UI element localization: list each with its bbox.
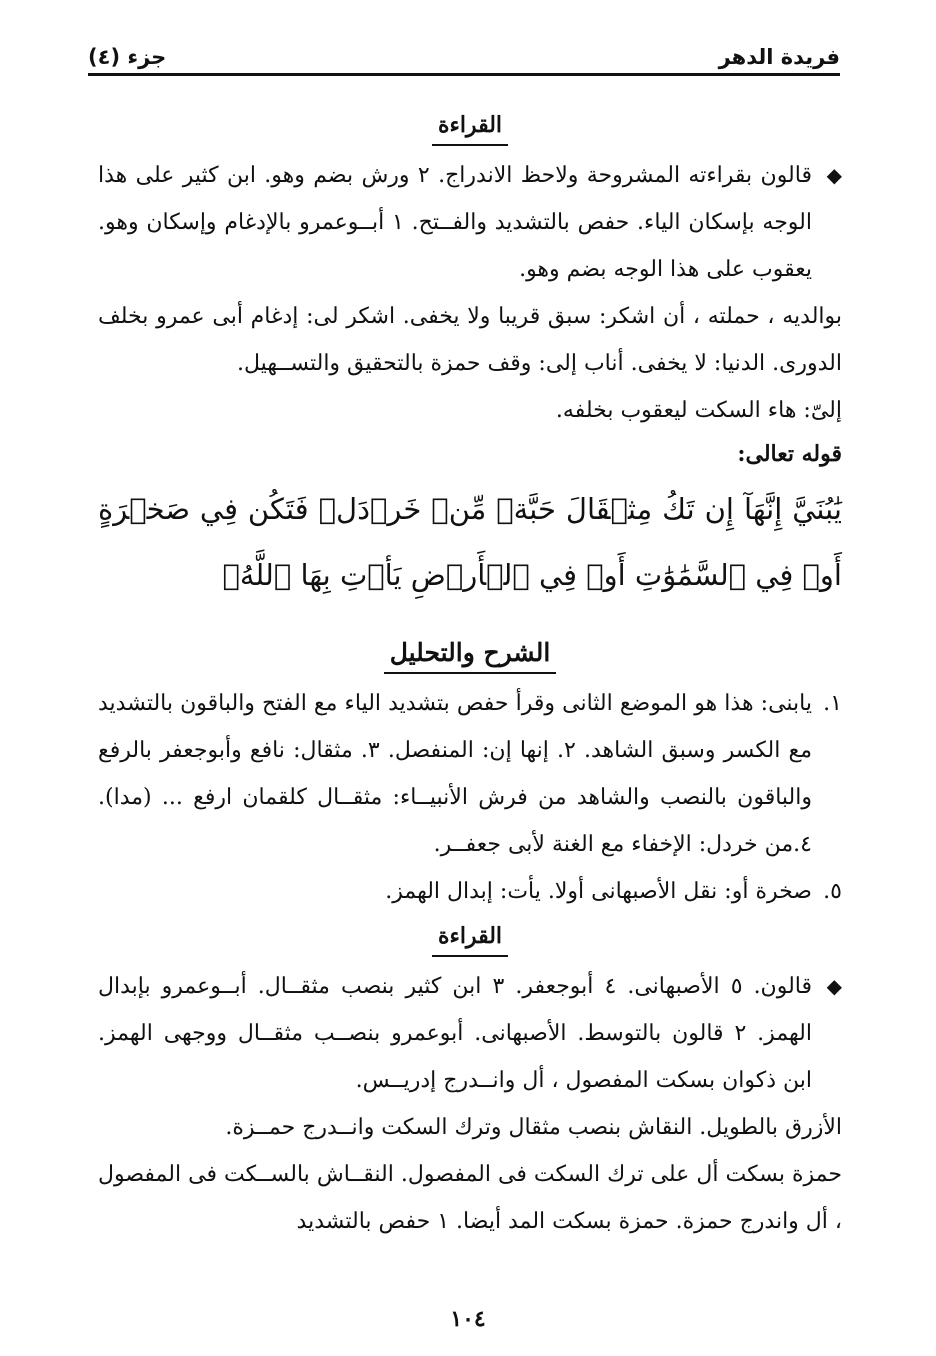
qiraah-bullet-paragraph	[98, 963, 842, 1104]
diamond-bullet-icon: ◆	[826, 974, 842, 998]
qiraah-note: بوالديه ، حملته ، أن اشكر: سبق قريبا ولا يخفى. اشكر لى: إدغام أبى عمرو بخلف الدورى. الدنيا: لا يخفى. أناب إلى: وقف حمزة بالتحقيق والتســهيل.	[98, 304, 842, 376]
verse-label: قوله تعالى:	[737, 441, 842, 467]
qiraah-line: الأزرق بالطويل. النقاش بنصب مثقال وترك السكت وانــدرج حمــزة.	[225, 1115, 842, 1140]
page-header	[88, 36, 840, 76]
page-number: ١٠٤	[450, 1306, 486, 1332]
section-title-sharh	[98, 636, 842, 674]
diamond-bullet-icon: ◆	[826, 163, 842, 187]
section-title-qiraah-2	[98, 919, 842, 957]
list-number: ٥.	[823, 879, 842, 904]
qiraah-bullet-paragraph	[98, 152, 842, 293]
book-title: فريدة الدهر	[718, 45, 840, 69]
sharh-list-item	[98, 868, 842, 915]
list-number: ١.	[823, 691, 842, 716]
quran-verse: يَٰبُنَيَّ إِنَّهَآ إِن تَكُ مِثۡقَالَ حَبَّةٖ مِّنۡ خَرۡدَلٖ فَتَكُن فِي صَخۡرَةٍ أَوۡ فِي ٱلسَّمَٰوَٰتِ أَوۡ فِي ٱلۡأَرۡضِ يَأۡتِ بِهَا ٱللَّهُۚ	[98, 492, 842, 592]
page-content	[98, 108, 842, 1245]
qiraah-text: قالون بقراءته المشروحة ولاحظ الاندراج. ٢ ورش بضم وهو. ابن كثير على هذا الوجه بإسكان الياء. حفص بالتشديد والفــتح. ١ أبــوعمرو بالإدغام وإسكان وهو. يعقوب على هذا الوجه بضم وهو.	[98, 163, 812, 282]
qiraah-text: قالون. ٥ الأصبهانى. ٤ أبوجعفر. ٣ ابن كثير بنصب مثقــال. أبــوعمرو بإبدال الهمز. ٢ قالون بالتوسط. الأصبهانى. أبوعمرو بنصــب مثقــال ووجهى الهمز. ابن ذكوان بسكت المفصول ، أل وانــدرج إدريــس.	[98, 974, 813, 1093]
qiraah-line: حمزة بسكت أل على ترك السكت فى المفصول. النقــاش بالســكت فى المفصول ، أل واندرج حمزة. حمزة بسكت المد أيضا. ١ حفص بالتشديد	[98, 1162, 842, 1234]
sharh-list-item	[98, 680, 842, 868]
qiraah-note: إلىّ: هاء السكت ليعقوب بخلفه.	[555, 398, 842, 423]
section-title-text: القراءة	[432, 919, 508, 957]
section-title-text: القراءة	[432, 108, 508, 146]
list-text: صخرة أو: نقل الأصبهانى أولا. يأت: إبدال الهمز.	[385, 879, 812, 904]
section-title-text: الشرح والتحليل	[384, 636, 557, 674]
volume-label: جزء (٤)	[88, 45, 167, 69]
list-text: يابنى: هذا هو الموضع الثانى وقرأ حفص بتشديد الياء مع الفتح والباقون بالتشديد مع الكسر وسبق الشاهد. ٢. إنها إن: المنفصل. ٣. مثقال: نافع وأبوجعفر بالرفع والباقون بالنصب والشاهد من فرش الأنبيــاء: مثقــال كلقمان ارفع ... (مدا). ٤.من خردل: الإخفاء مع الغنة لأبى جعفــر.	[98, 691, 812, 857]
section-title-qiraah-1	[98, 108, 842, 146]
